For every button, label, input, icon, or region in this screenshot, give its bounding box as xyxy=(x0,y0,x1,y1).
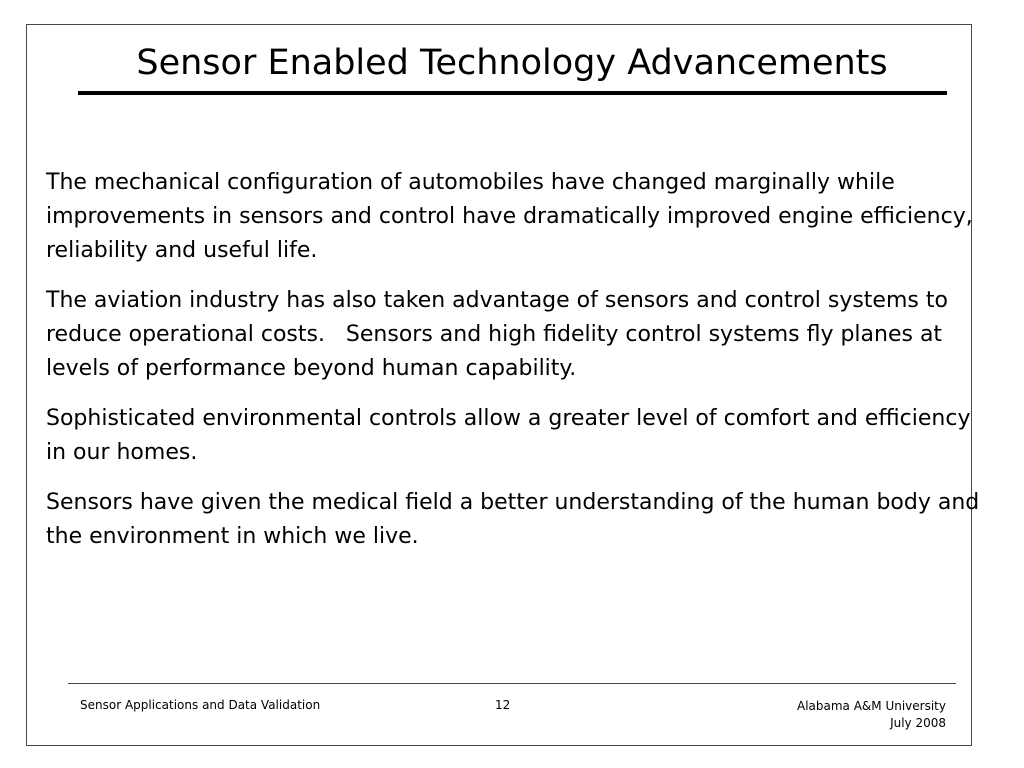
paragraph-medical: Sensors have given the medical field a better understanding of the human body and the environment in which we live. xyxy=(46,490,980,549)
paragraph-automobiles: The mechanical configuration of automobiles have changed marginally while improvements in sensors and control have dramatically improved engine efficiency, reliability and useful life. xyxy=(46,170,973,263)
footer-organization-block xyxy=(797,698,946,732)
title-underline xyxy=(78,91,947,95)
footer-date: July 2008 xyxy=(890,716,946,730)
paragraph-aviation: The aviation industry has also taken advantage of sensors and control systems to reduce operational costs. Sensors and high fidelity control systems fly planes at levels of performance beyond human capability. xyxy=(46,288,955,381)
paragraph-environmental-controls: Sophisticated environmental controls allow a greater level of comfort and efficiency in our homes. xyxy=(46,406,971,465)
footer-organization: Alabama A&M University xyxy=(797,699,946,713)
footer-divider xyxy=(68,683,956,684)
slide-body xyxy=(46,166,986,570)
footer-course-title: Sensor Applications and Data Validation xyxy=(80,698,321,712)
slide-title: Sensor Enabled Technology Advancements xyxy=(136,43,888,83)
footer-page-number: 12 xyxy=(495,698,511,712)
